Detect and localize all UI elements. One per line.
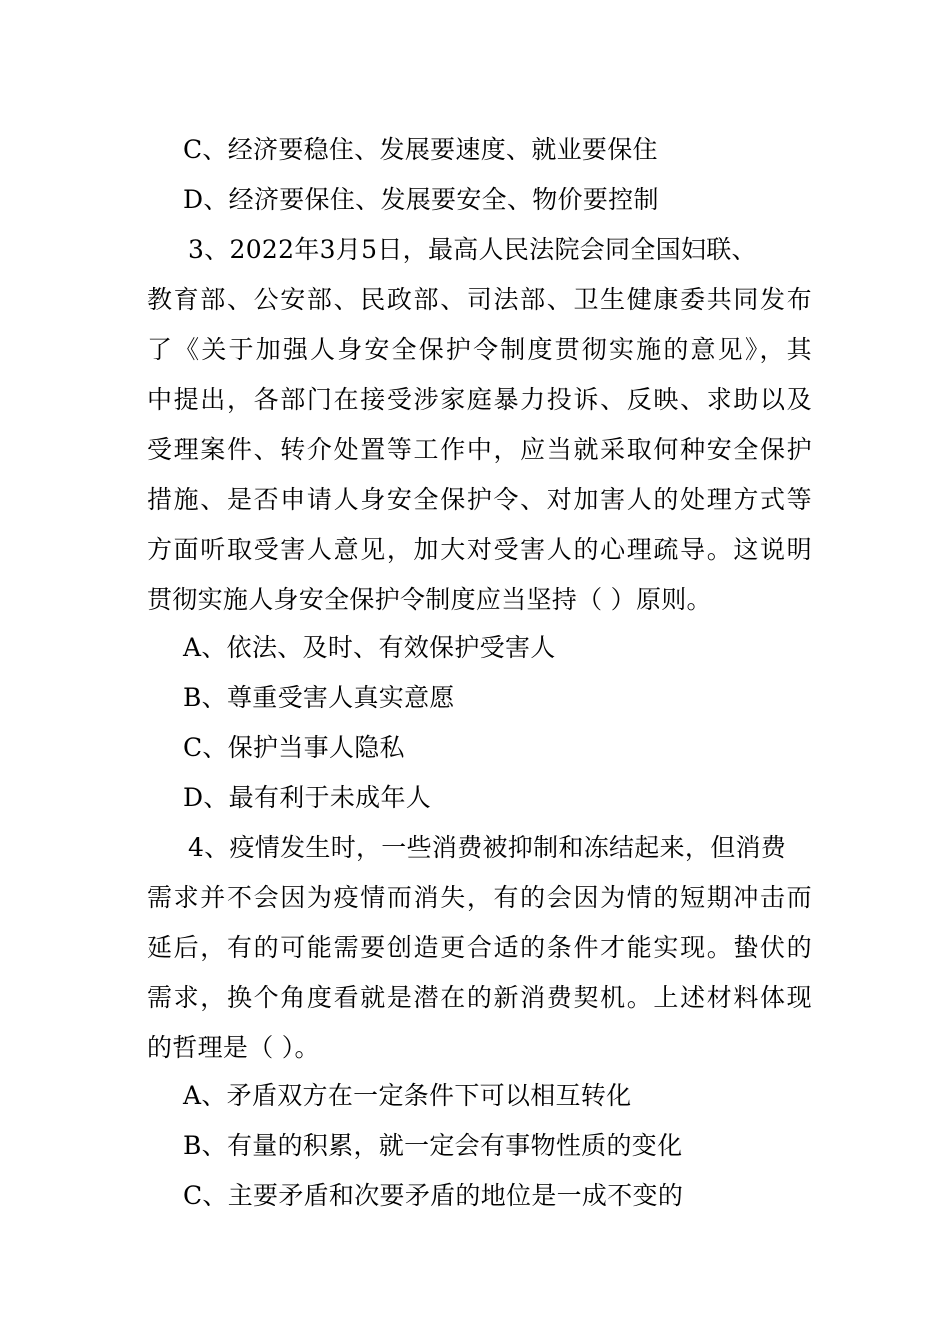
q3-option-a: A、依法、及时、有效保护受害人 bbox=[183, 633, 556, 662]
q4-stem-line-1: 4、疫情发生时，一些消费被抑制和冻结起来，但消费 bbox=[188, 833, 787, 862]
q3-stem-line-5: 受理案件、转介处置等工作中，应当就采取何种安全保护 bbox=[147, 435, 812, 464]
q2-option-d: D、经济要保住、发展要安全、物价要控制 bbox=[183, 185, 659, 214]
q3-option-b: B、尊重受害人真实意愿 bbox=[183, 683, 455, 712]
q2-option-c: C、经济要稳住、发展要速度、就业要保住 bbox=[183, 135, 658, 164]
q3-stem-line-6: 措施、是否申请人身安全保护令、对加害人的处理方式等 bbox=[147, 485, 812, 514]
q4-option-c: C、主要矛盾和次要矛盾的地位是一成不变的 bbox=[183, 1181, 684, 1210]
q3-option-d: D、最有利于未成年人 bbox=[183, 783, 432, 812]
q3-stem-line-4: 中提出，各部门在接受涉家庭暴力投诉、反映、求助以及 bbox=[147, 385, 812, 414]
q3-stem-line-3: 了《关于加强人身安全保护令制度贯彻实施的意见》，其 bbox=[147, 335, 812, 364]
q3-option-c: C、保护当事人隐私 bbox=[183, 733, 405, 762]
q4-stem-line-5: 的哲理是（ ）。 bbox=[147, 1033, 320, 1062]
q4-option-b: B、有量的积累，就一定会有事物性质的变化 bbox=[183, 1131, 683, 1160]
q3-stem-line-8: 贯彻实施人身安全保护令制度应当坚持（ ）原则。 bbox=[147, 585, 712, 614]
q4-stem-line-3: 延后，有的可能需要创造更合适的条件才能实现。蛰伏的 bbox=[147, 933, 812, 962]
q4-stem-line-2: 需求并不会因为疫情而消失，有的会因为情的短期冲击而 bbox=[147, 883, 812, 912]
q3-stem-line-1: 3、2022年3月5日，最高人民法院会同全国妇联、 bbox=[188, 235, 757, 264]
q3-stem-line-2: 教育部、公安部、民政部、司法部、卫生健康委共同发布 bbox=[147, 285, 812, 314]
q4-stem-line-4: 需求，换个角度看就是潜在的新消费契机。上述材料体现 bbox=[147, 983, 812, 1012]
q3-stem-line-7: 方面听取受害人意见，加大对受害人的心理疏导。这说明 bbox=[147, 535, 812, 564]
q4-option-a: A、矛盾双方在一定条件下可以相互转化 bbox=[183, 1081, 632, 1110]
